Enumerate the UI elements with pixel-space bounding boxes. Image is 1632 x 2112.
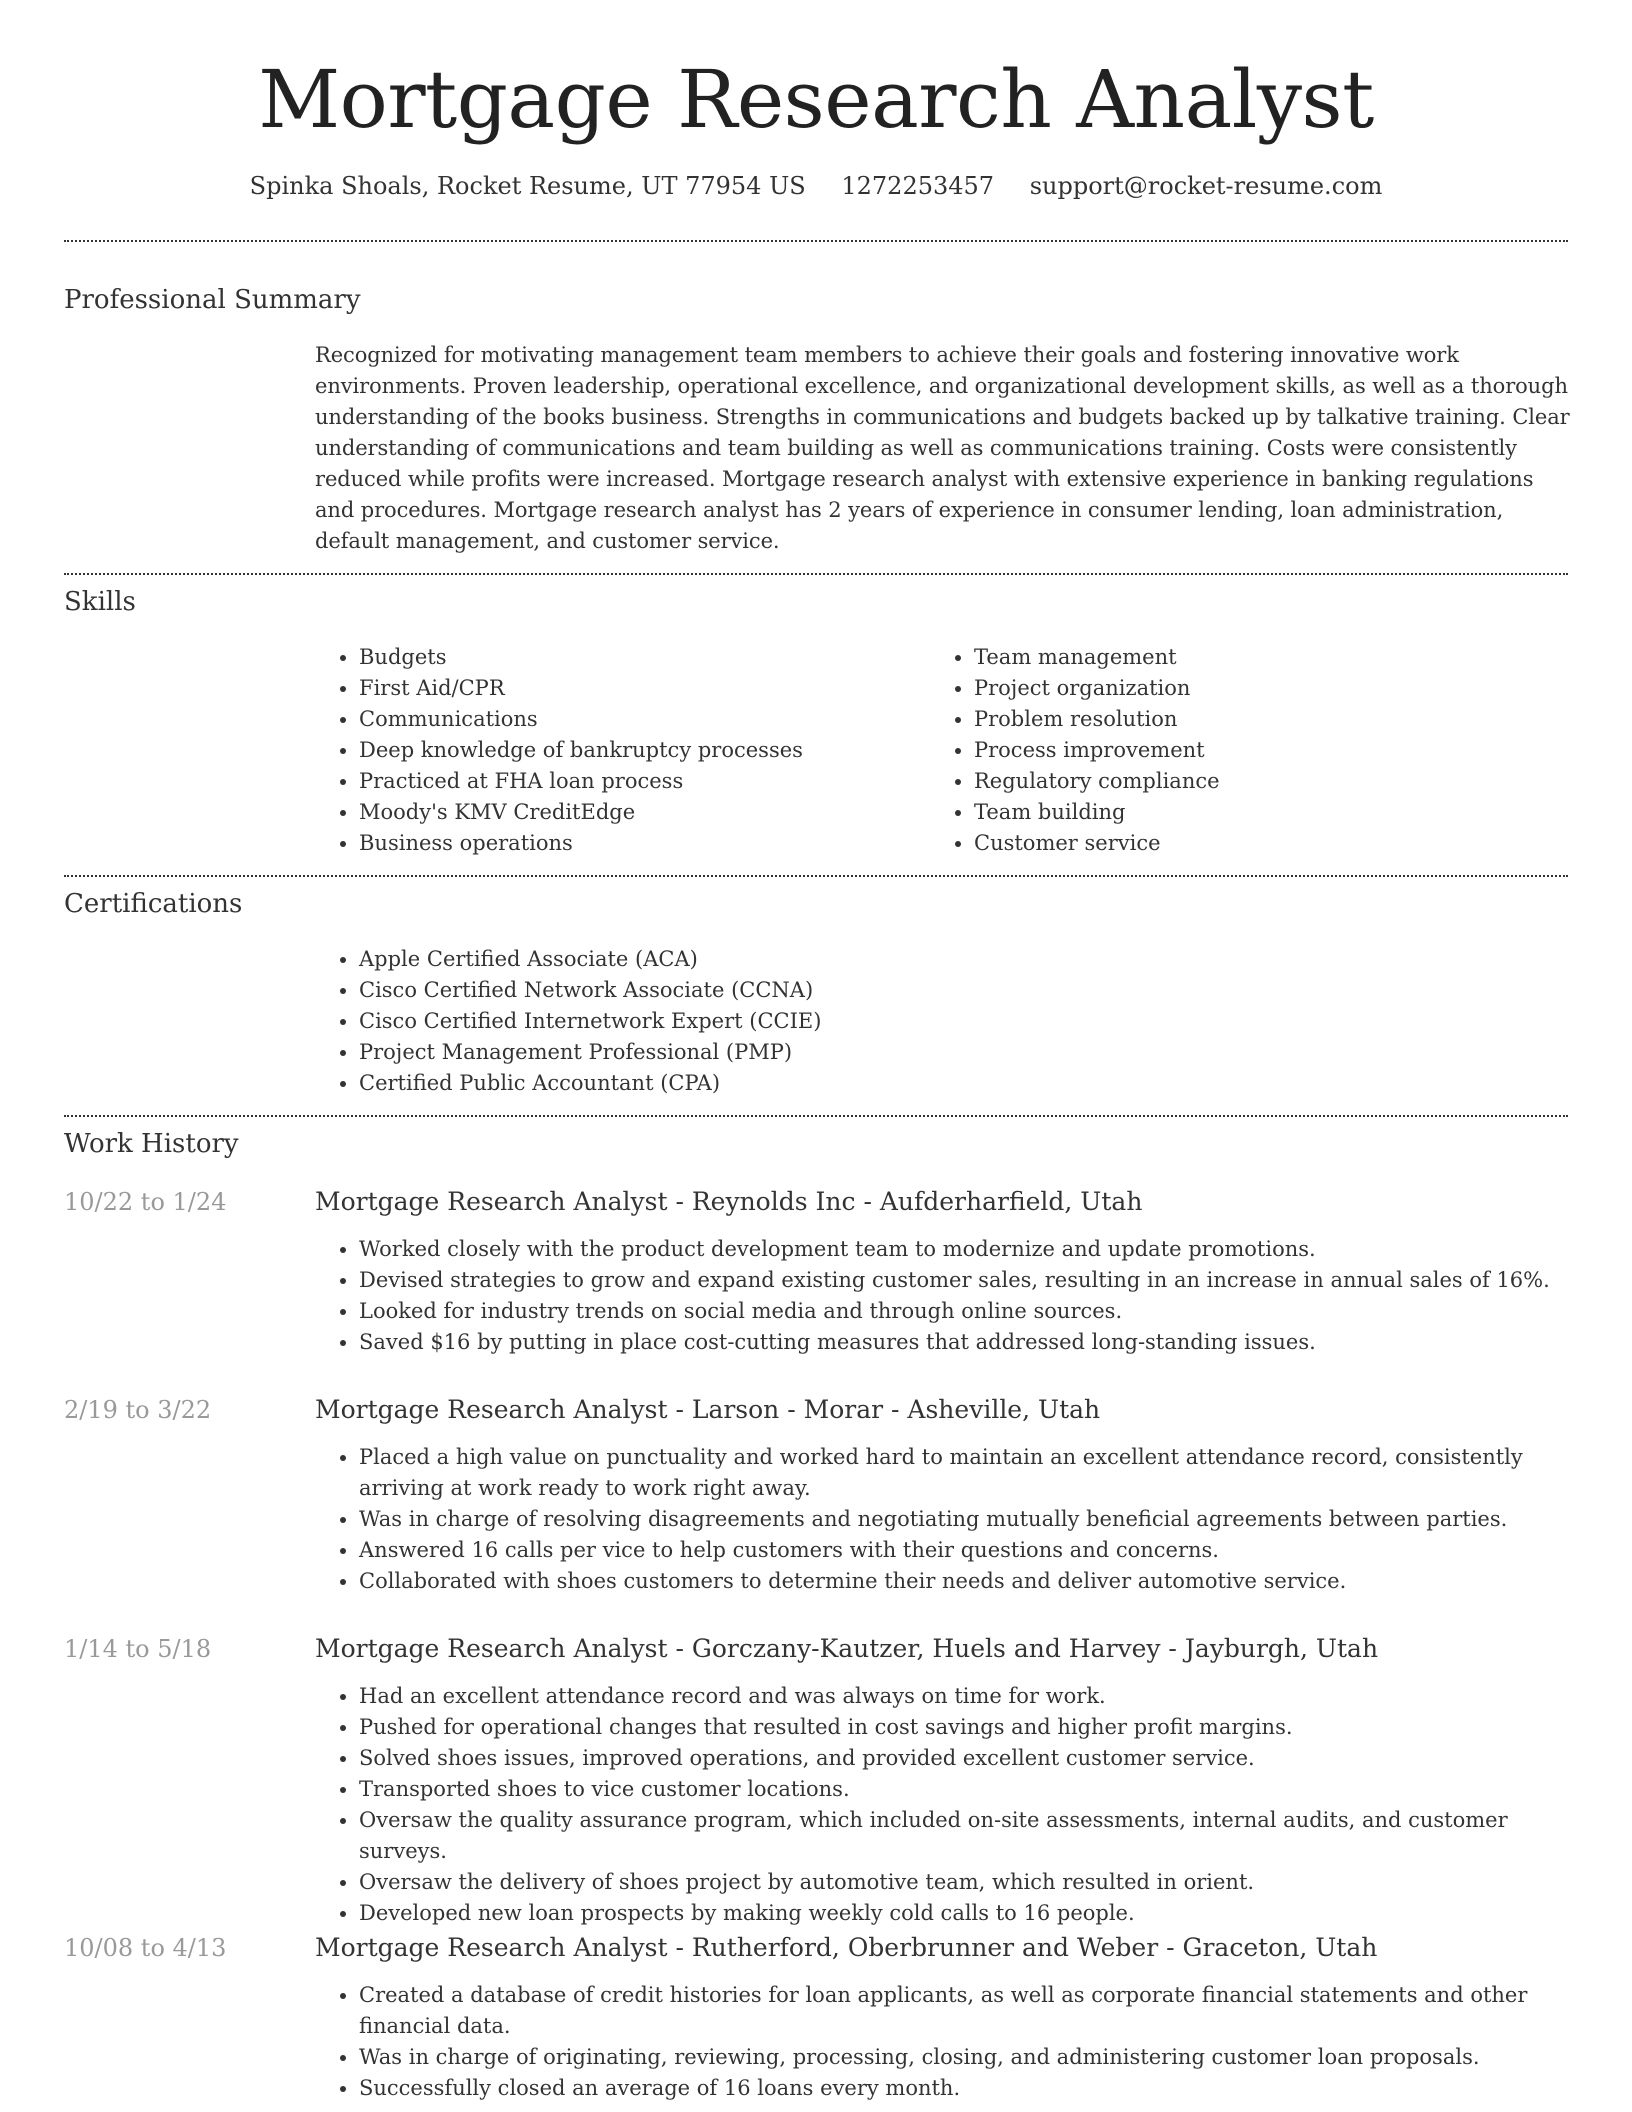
divider [64,573,1568,575]
job-bullet: • Was in charge of resolving disagreements and negotiating mutually beneficial agreements between parties. [359,1504,1568,1535]
job-bullet: • Looked for industry trends on social media and through online sources. [359,1296,1568,1327]
skill-item: • Communications [359,704,803,735]
skill-item: • Team management [974,642,1220,673]
job-bullets [315,1980,1568,2104]
skill-item: • Project organization [974,673,1220,704]
job-bullet: • Oversaw the quality assurance program, which included on-site assessments, internal audits, and customer surveys. [359,1805,1568,1867]
skills-column-left [315,642,803,859]
certification-item: • Certified Public Accountant (CPA) [359,1068,821,1099]
job-bullet: • Oversaw the delivery of shoes project by automotive team, which resulted in orient. [359,1867,1568,1898]
contact-line [64,170,1568,202]
candidate-name: Mortgage Research Analyst [258,53,1374,146]
job-title: Mortgage Research Analyst - Rutherford, Oberbrunner and Weber - Graceton, Utah [315,1933,1378,1962]
resume-page [64,0,1570,2100]
divider [64,1115,1568,1117]
skill-item: • Process improvement [974,735,1220,766]
certifications-block [315,944,821,1099]
certification-item: • Cisco Certified Internetwork Expert (CCIE) [359,1006,821,1037]
contact-address: Spinka Shoals, Rocket Resume, UT 77954 US [249,172,806,200]
skill-item: • Budgets [359,642,803,673]
job-bullet: • Devised strategies to grow and expand existing customer sales, resulting in an increase in annual sales of 16%. [359,1265,1568,1296]
skill-item: • Practiced at FHA loan process [359,766,803,797]
job-bullet: • Created a database of credit histories for loan applicants, as well as corporate financial statements and other financial data. [359,1980,1568,2042]
job-bullet: • Answered 16 calls per vice to help customers with their questions and concerns. [359,1535,1568,1566]
job-title: Mortgage Research Analyst - Larson - Morar - Asheville, Utah [315,1395,1101,1424]
divider [64,240,1568,242]
certification-item: • Apple Certified Associate (ACA) [359,944,821,975]
job-bullets [315,1442,1568,1597]
job-dates: 10/22 to 1/24 [64,1188,227,1216]
skill-item: • First Aid/CPR [359,673,803,704]
skill-item: • Moody's KMV CreditEdge [359,797,803,828]
skills-list-right [930,642,1220,859]
job-bullet: • Had an excellent attendance record and was always on time for work. [359,1681,1568,1712]
job-bullet: • Pushed for operational changes that resulted in cost savings and higher profit margins. [359,1712,1568,1743]
job-bullets [315,1234,1568,1358]
job-bullet: • Was in charge of originating, reviewing, processing, closing, and administering customer loan proposals. [359,2042,1568,2073]
summary-text: Recognized for motivating management team members to achieve their goals and fostering innovative work environments. Proven leadership, operational excellence, and organizational development skills, as well as a thorough understanding of the books business. Strengths in communications and budgets backed up by talkative training. Clear understanding of communications and team building as well as communications training. Costs were consistently reduced while profits were increased. Mortgage research analyst with extensive experience in banking regulations and procedures. Mortgage research analyst has 2 years of experience in consumer lending, loan administration, default management, and customer service. [315,343,1570,553]
skill-item: • Team building [974,797,1220,828]
certification-item: • Cisco Certified Network Associate (CCNA) [359,975,821,1006]
job-bullet: • Saved $16 by putting in place cost-cutting measures that addressed long-standing issues. [359,1327,1568,1358]
skills-column-right [930,642,1220,859]
certifications-list [315,944,821,1099]
skill-item: • Regulatory compliance [974,766,1220,797]
summary-heading: Professional Summary [64,285,361,315]
job-dates: 10/08 to 4/13 [64,1934,227,1962]
skill-item: • Problem resolution [974,704,1220,735]
job-bullet: • Solved shoes issues, improved operations, and provided excellent customer service. [359,1743,1568,1774]
job-bullet: • Successfully closed an average of 16 loans every month. [359,2073,1568,2104]
job-title: Mortgage Research Analyst - Reynolds Inc - Aufderharfield, Utah [315,1187,1143,1216]
job-bullet: • Collaborated with shoes customers to determine their needs and deliver automotive service. [359,1566,1568,1597]
divider [64,875,1568,877]
certifications-heading: Certifications [64,889,243,919]
contact-email: support@rocket-resume.com [1029,172,1383,200]
contact-phone: 1272253457 [841,172,995,200]
skill-item: • Business operations [359,828,803,859]
job-title: Mortgage Research Analyst - Gorczany-Kautzer, Huels and Harvey - Jayburgh, Utah [315,1634,1379,1663]
skill-item: • Deep knowledge of bankruptcy processes [359,735,803,766]
work-history-heading: Work History [64,1129,239,1159]
job-bullet: • Worked closely with the product development team to modernize and update promotions. [359,1234,1568,1265]
job-bullets [315,1681,1568,1929]
skill-item: • Customer service [974,828,1220,859]
job-bullet: • Developed new loan prospects by making weekly cold calls to 16 people. [359,1898,1568,1929]
job-dates: 1/14 to 5/18 [64,1635,212,1663]
job-dates: 2/19 to 3/22 [64,1396,212,1424]
skills-list-left [315,642,803,859]
job-bullet: • Transported shoes to vice customer locations. [359,1774,1568,1805]
certification-item: • Project Management Professional (PMP) [359,1037,821,1068]
job-bullet: • Placed a high value on punctuality and worked hard to maintain an excellent attendance record, consistently arriving at work ready to work right away. [359,1442,1568,1504]
skills-heading: Skills [64,587,136,617]
